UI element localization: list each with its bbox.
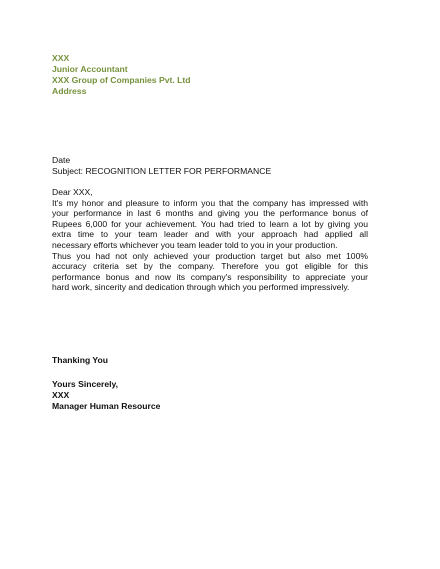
paragraph-2-line: accuracy criteria set by the company. Therefore you got eligible for this — [52, 261, 368, 272]
sender-block — [52, 53, 190, 97]
paragraph-2-line: hard work, sincerity and dedication through which you performed impressively. — [52, 282, 350, 293]
date-label: Date — [52, 155, 71, 165]
sender-address: Address — [52, 86, 87, 96]
subject-line: Subject: RECOGNITION LETTER FOR PERFORMANCE — [52, 166, 272, 176]
closing-thanks: Thanking You — [52, 355, 109, 365]
letter-meta — [52, 155, 271, 177]
paragraph-2-line: performance bonus and now its company's responsibility to appreciate your — [52, 271, 368, 282]
salutation: Dear XXX, — [52, 187, 93, 197]
paragraph-1-line: your performance in last 6 months and giving you the performance bonus of — [52, 208, 368, 219]
sender-company: XXX Group of Companies Pvt. Ltd — [52, 75, 191, 85]
closing-yours: Yours Sincerely, — [52, 379, 119, 389]
paragraph-1-line: It's my honor and pleasure to inform you that the company has impressed with — [52, 197, 368, 208]
paragraph-1-line: necessary efforts whichever you team leader told to you in your production. — [52, 239, 338, 250]
letter-body — [52, 187, 368, 293]
signer-title: Manager Human Resource — [52, 401, 161, 411]
signer-name: XXX — [52, 390, 70, 400]
paragraph-2-line: Thus you had not only achieved your production target but also met 100% — [52, 250, 368, 261]
paragraph-1-line: extra time to your team leader and with your approach had applied all — [52, 229, 368, 240]
signature-block — [52, 379, 160, 412]
sender-title: Junior Accountant — [52, 64, 128, 74]
paragraph-1-line: Rupees 6,000 for your achievement. You had tried to learn a lot by giving you — [52, 218, 368, 229]
sender-name: XXX — [52, 53, 70, 63]
